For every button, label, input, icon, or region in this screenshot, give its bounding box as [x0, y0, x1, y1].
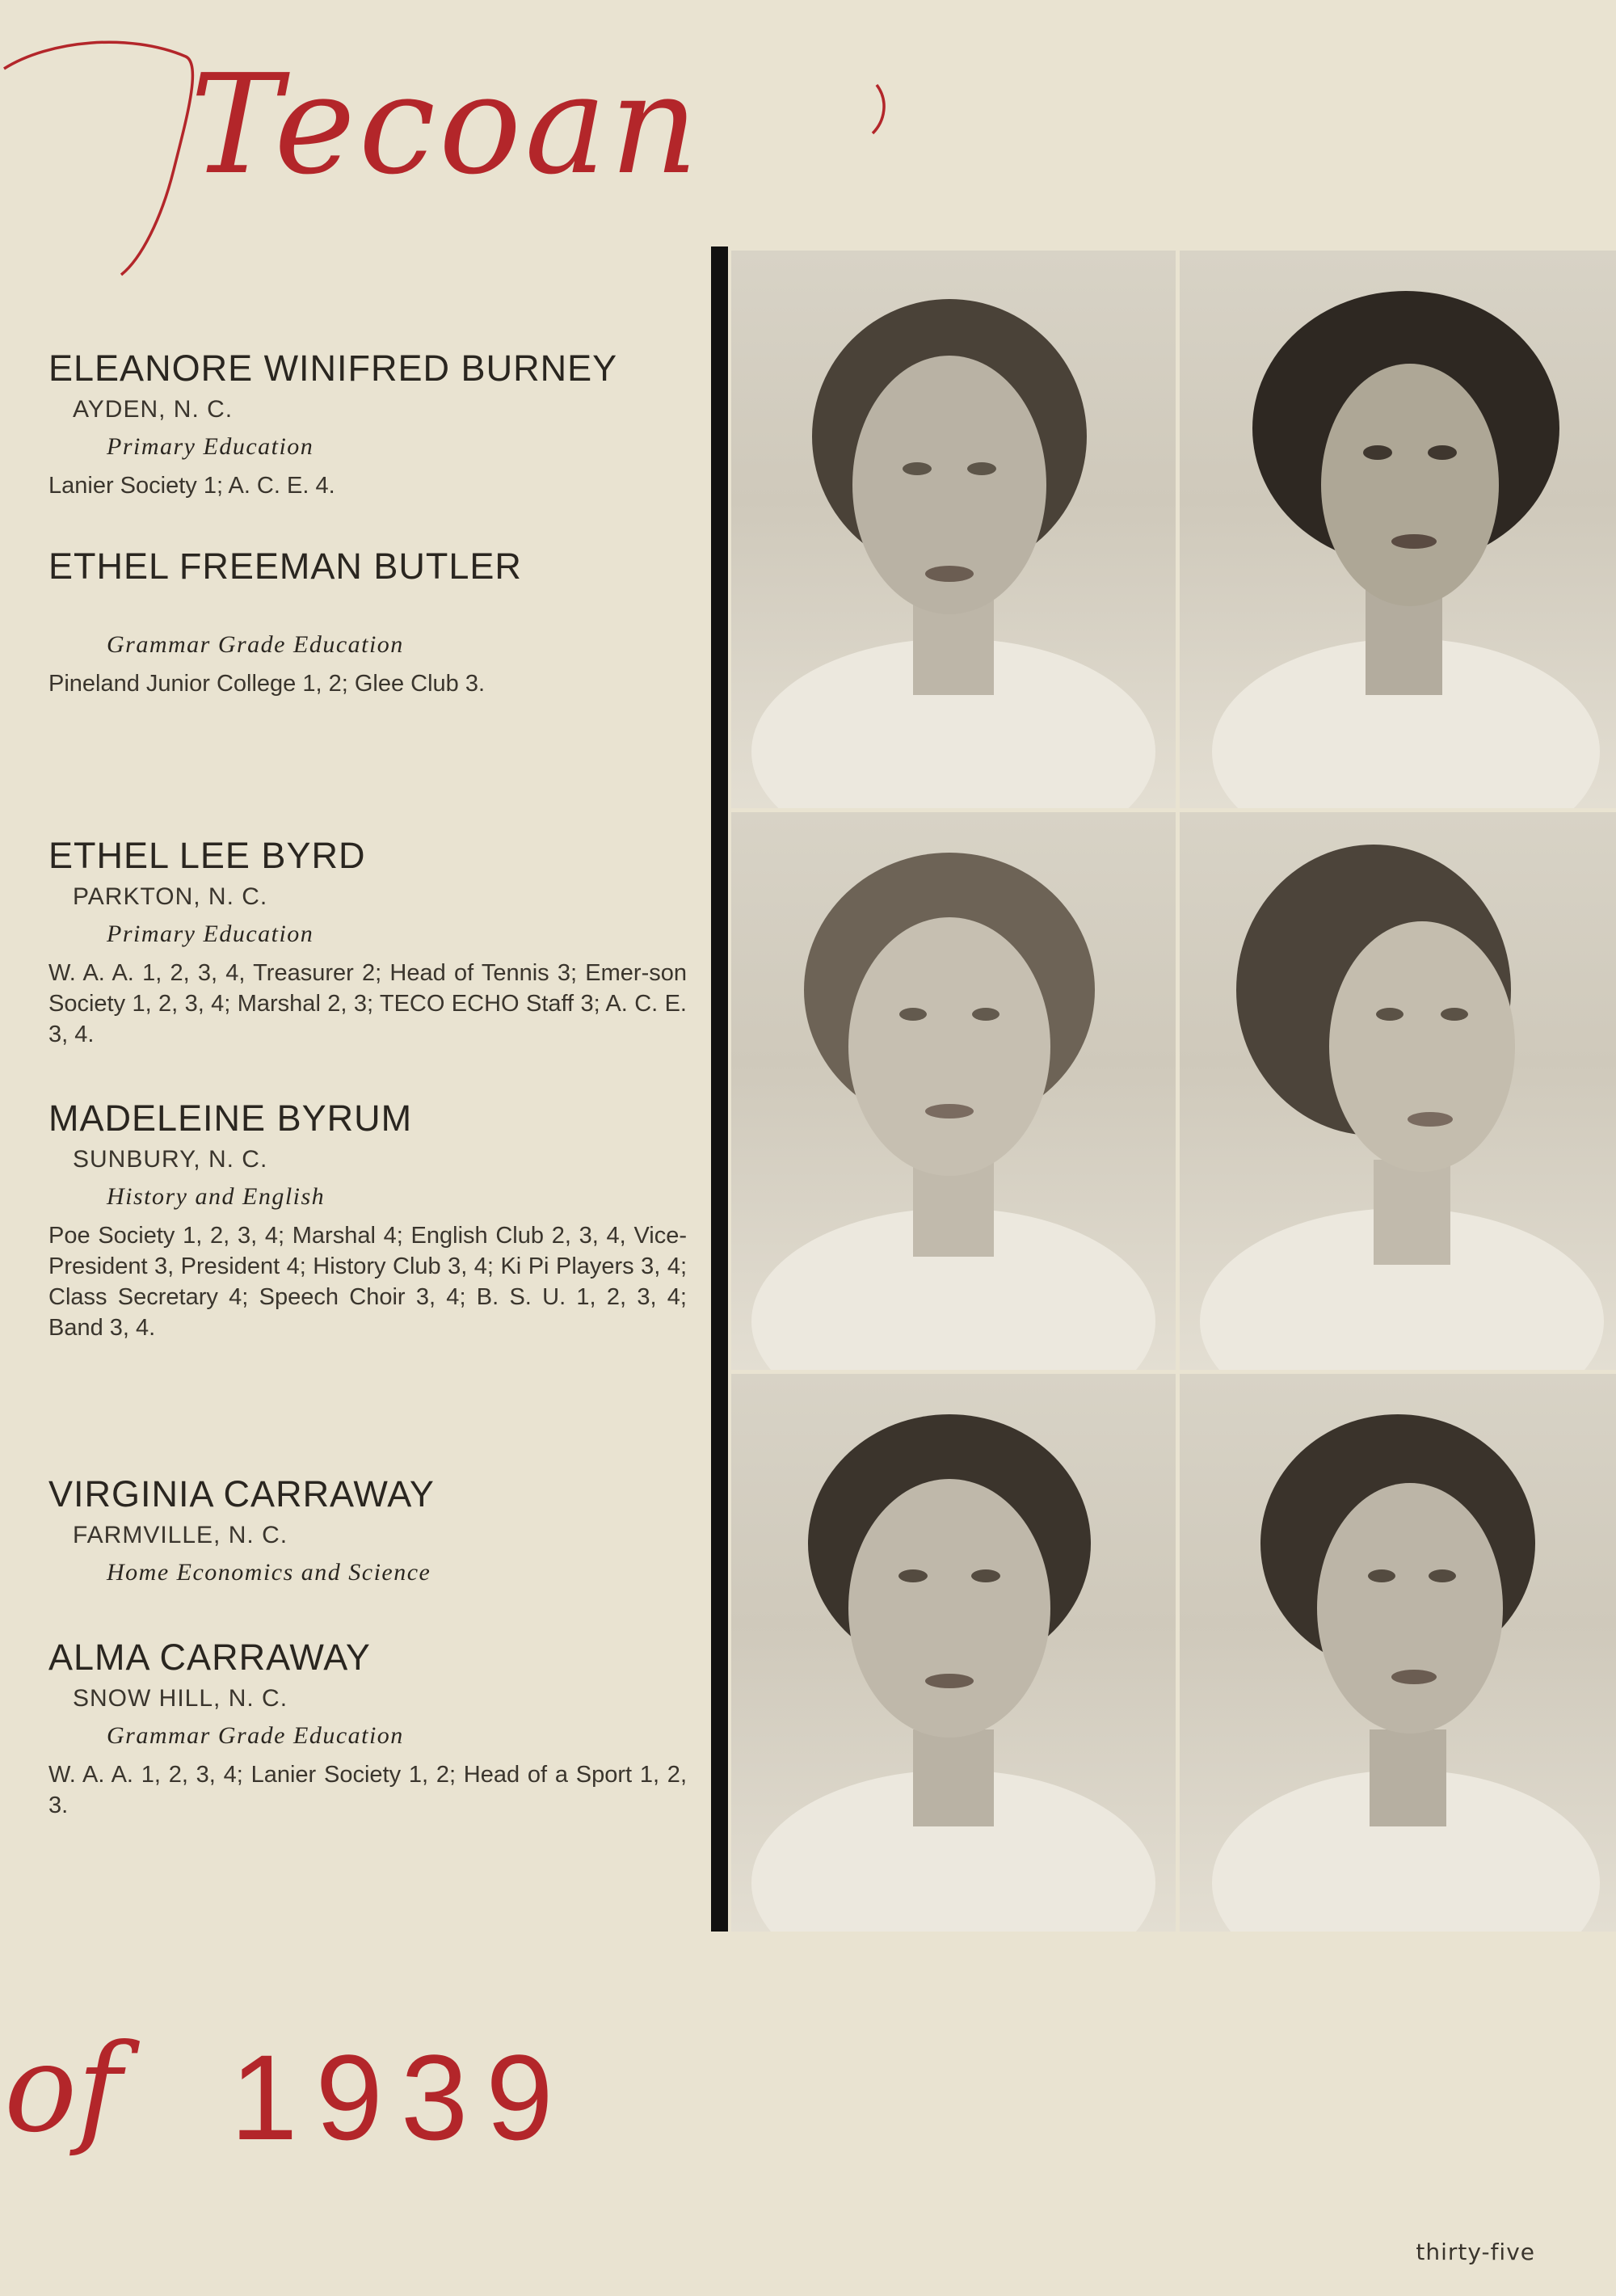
entry-burney: [48, 348, 695, 501]
student-activities: Poe Society 1, 2, 3, 4; Marshal 4; English Club 2, 3, 4, Vice-President 3, President 4; History Club 3, 4; Ki Pi Players 3, 4; Class Secretary 4; Speech Choir 3, 4; B. S. U. 1, 2, 3, 4; Band 3, 4.: [48, 1223, 687, 1341]
student-town: SNOW HILL, N. C.: [73, 1685, 288, 1712]
entry-virginia-carraway: [48, 1473, 695, 1596]
student-major: Home Economics and Science: [107, 1559, 431, 1586]
portrait-photo-byrum: [1180, 812, 1616, 1370]
entry-byrd: [48, 835, 695, 1050]
portrait-photo-virginia-carraway: [731, 1374, 1176, 1932]
portrait-photo-alma-carraway: [1180, 1374, 1616, 1932]
student-major: Primary Education: [107, 433, 314, 460]
student-name: ALMA CARRAWAY: [48, 1637, 371, 1678]
student-major: History and English: [107, 1183, 326, 1210]
student-town: FARMVILLE, N. C.: [73, 1522, 288, 1548]
page-number: thirty-five: [1416, 2239, 1535, 2265]
entry-alma-carraway: [48, 1637, 695, 1821]
student-name: MADELEINE BYRUM: [48, 1097, 413, 1139]
student-activities: W. A. A. 1, 2, 3, 4, Treasurer 2; Head of Tennis 3; Emer-son Society 1, 2, 3, 4; Marshal 2, 3; TECO ECHO Staff 3; A. C. E. 3, 4.: [48, 960, 687, 1047]
student-major: Grammar Grade Education: [107, 1722, 404, 1749]
entry-byrum: [48, 1097, 695, 1343]
script-heading: [0, 24, 905, 283]
class-year: 1939: [230, 2029, 571, 2165]
student-name: ELEANORE WINIFRED BURNEY: [48, 348, 618, 389]
script-footer: [0, 1996, 646, 2206]
student-name: VIRGINIA CARRAWAY: [48, 1473, 435, 1515]
entry-butler: [48, 546, 695, 699]
portrait-photo-butler: [1180, 251, 1616, 808]
student-town: [73, 594, 695, 625]
student-activities: Lanier Society 1; A. C. E. 4.: [48, 473, 335, 499]
student-major: Grammar Grade Education: [107, 631, 404, 658]
script-of: of: [4, 2019, 122, 2159]
student-name: ETHEL FREEMAN BUTLER: [48, 546, 522, 587]
student-name: ETHEL LEE BYRD: [48, 835, 366, 876]
student-town: SUNBURY, N. C.: [73, 1146, 268, 1173]
portrait-photo-burney: [731, 251, 1176, 808]
script-title: Tecoan: [190, 45, 702, 205]
portrait-photo-byrd: [731, 812, 1176, 1370]
student-major: Primary Education: [107, 921, 314, 947]
student-activities: W. A. A. 1, 2, 3, 4; Lanier Society 1, 2; Head of a Sport 1, 2, 3.: [48, 1762, 687, 1818]
column-divider: [711, 246, 728, 1932]
student-activities: Pineland Junior College 1, 2; Glee Club 3.: [48, 671, 486, 697]
student-town: AYDEN, N. C.: [73, 396, 234, 423]
student-town: PARKTON, N. C.: [73, 883, 268, 910]
